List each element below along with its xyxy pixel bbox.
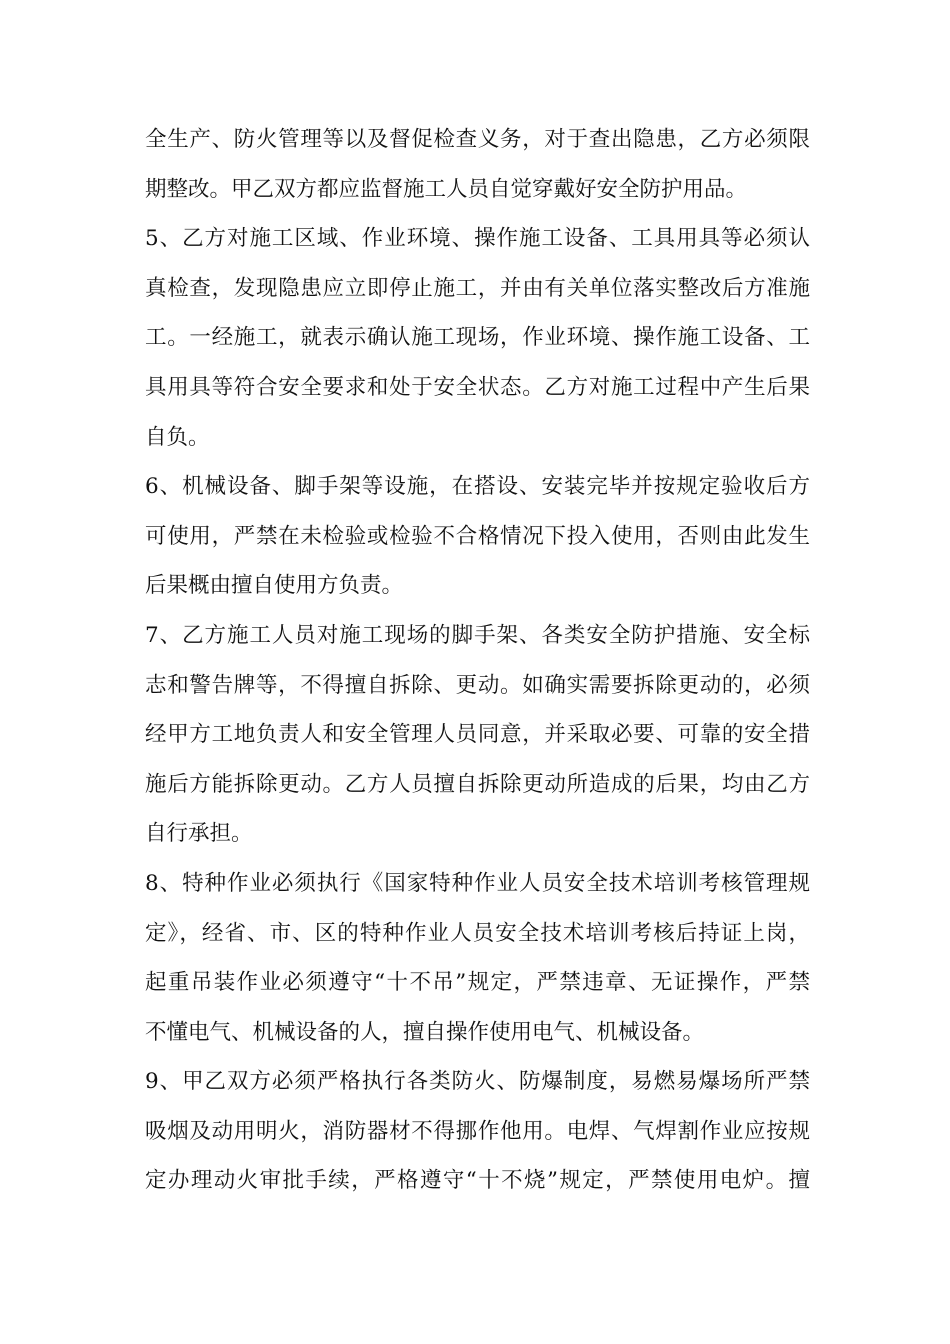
text-line: 起重吊装作业必须遵守“十不吊”规定，严禁违章、无证操作，严禁 <box>145 970 810 996</box>
document-body <box>145 115 810 1206</box>
text-line: 自负。 <box>145 424 210 450</box>
text-line: 真检查，发现隐患应立即停止施工，并由有关单位落实整改后方准施 <box>145 275 810 301</box>
text-line: 具用具等符合安全要求和处于安全状态。乙方对施工过程中产生后果 <box>145 374 810 400</box>
text-line: 可使用，严禁在未检验或检验不合格情况下投入使用，否则由此发生 <box>145 523 810 549</box>
text-line: 工。一经施工，就表示确认施工现场，作业环境、操作施工设备、工 <box>145 325 810 351</box>
text-line: 全生产、防火管理等以及督促检查义务，对于查出隐患，乙方必须限 <box>145 127 810 152</box>
text-line: 定》，经省、市、区的特种作业人员安全技术培训考核后持证上岗， <box>145 920 810 946</box>
text-line: 志和警告牌等，不得擅自拆除、更动。如确实需要拆除更动的，必须 <box>145 672 810 698</box>
text-line: 经甲方工地负责人和安全管理人员同意，并采取必要、可靠的安全措 <box>145 722 810 748</box>
text-line: 6、机械设备、脚手架等设施，在搭设、安装完毕并按规定验收后方 <box>145 474 810 500</box>
text-line: 后果概由擅自使用方负责。 <box>145 573 404 599</box>
text-line: 7、乙方施工人员对施工现场的脚手架、各类安全防护措施、安全标 <box>145 622 810 648</box>
text-line: 5、乙方对施工区域、作业环境、操作施工设备、工具用具等必须认 <box>145 226 810 252</box>
text-line: 自行承担。 <box>145 821 253 847</box>
text-line: 吸烟及动用明火，消防器材不得挪作他用。电焊、气焊割作业应按规 <box>145 1118 810 1144</box>
text-line: 不懂电气、机械设备的人，擅自操作使用电气、机械设备。 <box>145 1019 705 1045</box>
text-line: 期整改。甲乙双方都应监督施工人员自觉穿戴好安全防护用品。 <box>145 176 748 202</box>
text-line: 9、甲乙双方必须严格执行各类防火、防爆制度，易燃易爆场所严禁 <box>145 1069 810 1095</box>
text-line: 8、特种作业必须执行《国家特种作业人员安全技术培训考核管理规 <box>145 870 810 896</box>
text-line: 定办理动火审批手续，严格遵守“十不烧”规定，严禁使用电炉。擅 <box>145 1168 810 1194</box>
text-line: 施后方能拆除更动。乙方人员擅自拆除更动所造成的后果，均由乙方 <box>145 771 810 797</box>
